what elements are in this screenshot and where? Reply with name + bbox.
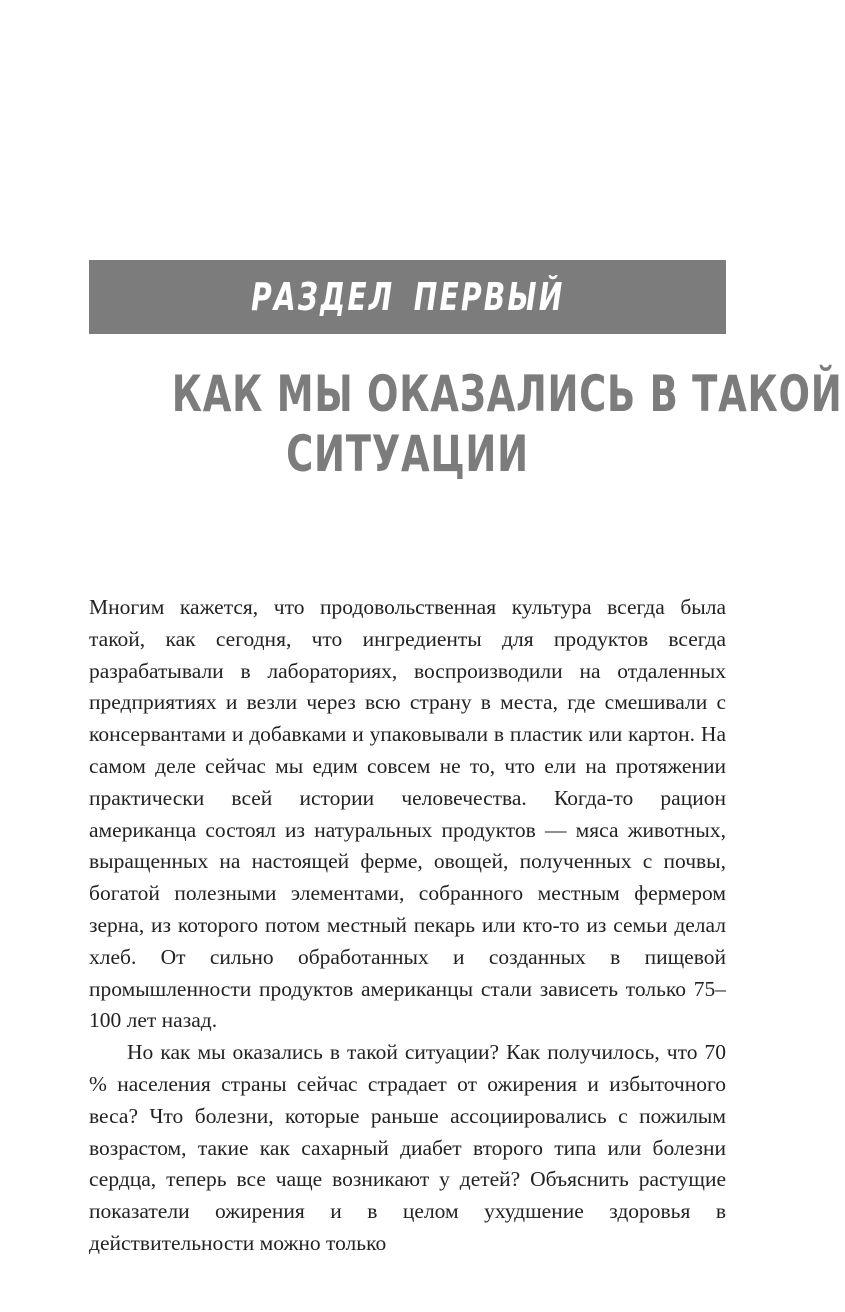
paragraph-1: Многим кажется, что продовольственная культура всегда была такой, как сегодня, что ингредиенты для продуктов всегда разрабатывали в лабораториях, воспроизводили на отдаленных предприятиях и везли через всю страну в места, где смешивали с консервантами и добавками и упаковывали в пластик или картон. На самом деле сейчас мы едим совсем не то, что ели на протяжении практически всей истории человечества. Когда-то рацион американца состоял из натуральных продуктов — мяса животных, выращенных на настоящей ферме, овощей, полученных с почвы, богатой полезными элементами, собранного местным фермером зерна, из которого потом местный пекарь или кто-то из семьи делал хлеб. От сильно обработанных и созданных в пищевой промышленности продуктов американцы стали зависеть только 75–100 лет назад. [89, 595, 726, 1033]
section-banner [89, 260, 726, 334]
paragraph-2: Но как мы оказались в такой ситуации? Как получилось, что 70 % населения страны сейчас страдает от ожирения и избыточного веса? Что болезни, которые раньше ассоциировались с пожилым возрастом, такие как сахарный диабет второго типа или болезни сердца, теперь все чаще возникают у детей? Объяснить растущие показатели ожирения и в целом ухудшение здоровья в действительности можно только [89, 1040, 726, 1255]
body-text [89, 592, 726, 1260]
section-label: РАЗДЕЛ ПЕРВЫЙ [250, 275, 565, 319]
chapter-title [89, 364, 843, 484]
chapter-title-line-1: КАК МЫ ОКАЗАЛИСЬ В ТАКОЙ [171, 365, 843, 423]
chapter-title-line-2: СИТУАЦИИ [286, 425, 529, 483]
